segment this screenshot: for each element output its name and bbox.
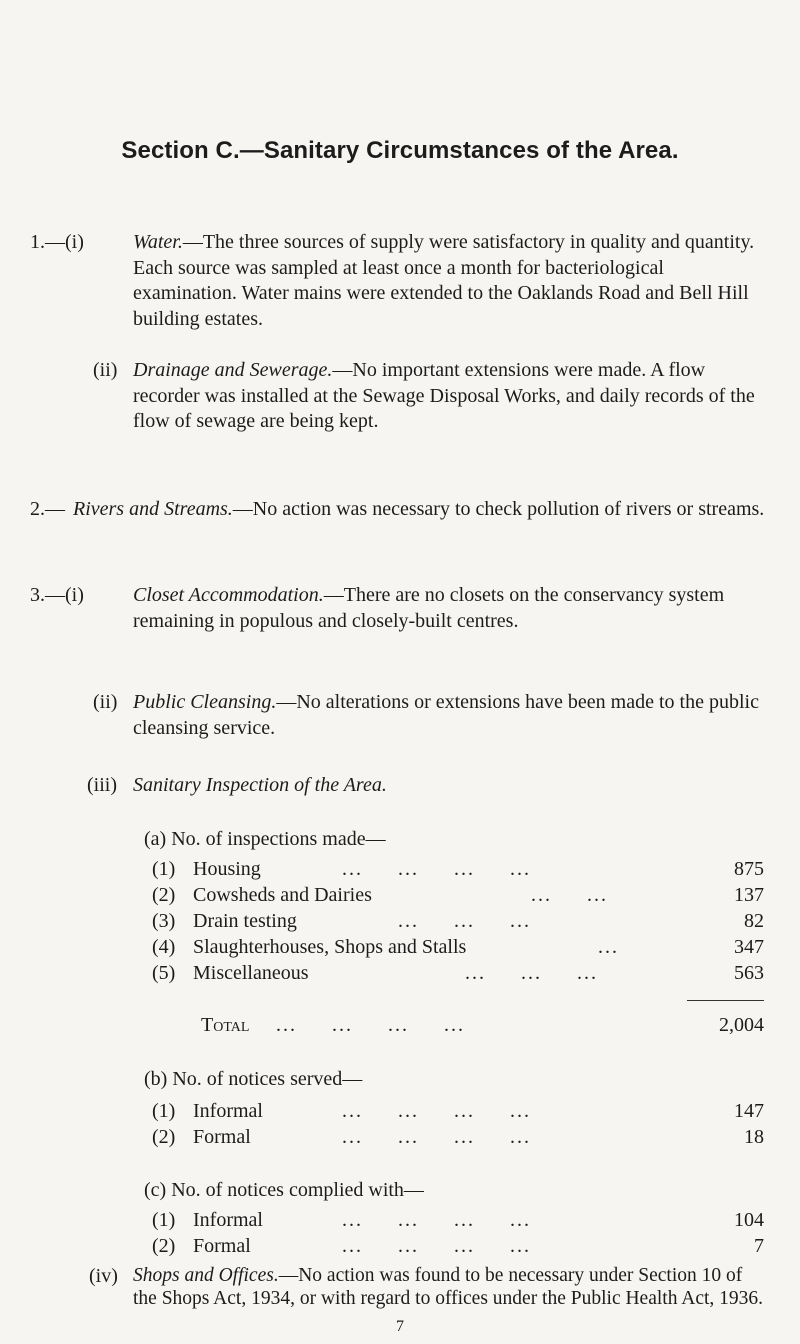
total-value: 2,004: [719, 1014, 764, 1036]
list-item-value: 7: [754, 1235, 764, 1257]
page-title: Section C.—Sanitary Circumstances of the Area.: [121, 137, 679, 164]
total-rule: [687, 1000, 764, 1001]
cleansing-heading: Public Cleansing.: [133, 691, 277, 713]
rivers-paragraph: [73, 497, 765, 523]
notices-served-heading: (b) No. of notices served—: [144, 1068, 363, 1090]
leader-dots: ...: [598, 936, 619, 958]
water-paragraph: [133, 230, 765, 332]
notices-complied-heading: (c) No. of notices complied with—: [144, 1179, 424, 1201]
page-number: 7: [396, 1318, 404, 1335]
total-label: Total: [201, 1014, 250, 1036]
rivers-text: —No action was necessary to check pollution of rivers or streams.: [232, 498, 765, 520]
list-item-number: (1): [152, 1100, 176, 1122]
drainage-text: —No important extensions were made. A flow recorder was installed at the Sewage Disposal Works, and daily records of the flow of sewage are being kept.: [133, 359, 755, 432]
closet-text: —There are no closets on the conservancy system remaining in populous and closely-built centres.: [133, 584, 725, 632]
list-item-label: Cowsheds and Dairies: [193, 884, 372, 906]
list-item-label: Formal: [193, 1235, 251, 1257]
list-item-number: (2): [152, 1126, 176, 1148]
shops-number: (iv): [89, 1265, 118, 1287]
section-1-number: 1.—(i): [30, 231, 84, 253]
list-item-label: Slaughterhouses, Shops and Stalls: [193, 936, 467, 958]
water-text: —The three sources of supply were satisfactory in quality and quantity. Each source was sampled at least once a month for bacteriological examination. Water mains were extended to the Oaklands Road and Bell Hill building estates.: [133, 231, 755, 330]
list-item-value: 147: [734, 1100, 764, 1122]
leader-dots: ... ... ... ...: [342, 1235, 531, 1257]
list-item-number: (2): [152, 884, 176, 906]
shops-text: —No action was found to be necessary under Section 10 of the Shops Act, 1934, or with regard to offices under the Public Health Act, 1936.: [133, 1265, 764, 1309]
leader-dots: ... ... ... ...: [342, 1100, 531, 1122]
list-item-value: 82: [744, 910, 764, 932]
list-item-label: Formal: [193, 1126, 251, 1148]
drainage-heading: Drainage and Sewerage.: [133, 359, 333, 381]
list-item-label: Housing: [193, 858, 261, 880]
list-item-number: (3): [152, 910, 176, 932]
section-3-number: 3.—(i): [30, 584, 84, 606]
leader-dots: ... ...: [531, 884, 608, 906]
leader-dots: ... ... ... ...: [276, 1014, 465, 1036]
cleansing-number: (ii): [93, 691, 118, 713]
list-item-value: 875: [734, 858, 764, 880]
list-item-value: 137: [734, 884, 764, 906]
inspection-heading: Sanitary Inspection of the Area.: [133, 774, 387, 796]
section-2-number: 2.—: [30, 498, 65, 520]
list-item-value: 104: [734, 1209, 764, 1231]
cleansing-text: —No alterations or extensions have been made to the public cleansing service.: [133, 691, 759, 739]
cleansing-paragraph: [133, 690, 765, 741]
leader-dots: ... ... ... ...: [342, 1209, 531, 1231]
drainage-number: (ii): [93, 359, 118, 381]
shops-heading: Shops and Offices.: [133, 1265, 279, 1286]
inspections-heading: (a) No. of inspections made—: [144, 828, 386, 850]
leader-dots: ... ... ... ...: [342, 858, 531, 880]
list-item-value: 18: [744, 1126, 764, 1148]
list-item-label: Miscellaneous: [193, 962, 309, 984]
list-item-label: Drain testing: [193, 910, 297, 932]
list-item-number: (4): [152, 936, 176, 958]
drainage-paragraph: [133, 358, 765, 435]
leader-dots: ... ... ... ...: [342, 1126, 531, 1148]
list-item-number: (1): [152, 1209, 176, 1231]
list-item-value: 563: [734, 962, 764, 984]
list-item-number: (2): [152, 1235, 176, 1257]
rivers-heading: Rivers and Streams.: [73, 498, 233, 520]
closet-paragraph: [133, 583, 765, 634]
leader-dots: ... ... ...: [465, 962, 598, 984]
shops-paragraph: [133, 1264, 765, 1310]
list-item-number: (1): [152, 858, 176, 880]
leader-dots: ... ... ...: [398, 910, 531, 932]
list-item-number: (5): [152, 962, 176, 984]
water-heading: Water.: [133, 231, 183, 253]
list-item-label: Informal: [193, 1100, 263, 1122]
closet-heading: Closet Accommodation.: [133, 584, 324, 606]
list-item-value: 347: [734, 936, 764, 958]
list-item-label: Informal: [193, 1209, 263, 1231]
inspection-number: (iii): [87, 774, 117, 796]
